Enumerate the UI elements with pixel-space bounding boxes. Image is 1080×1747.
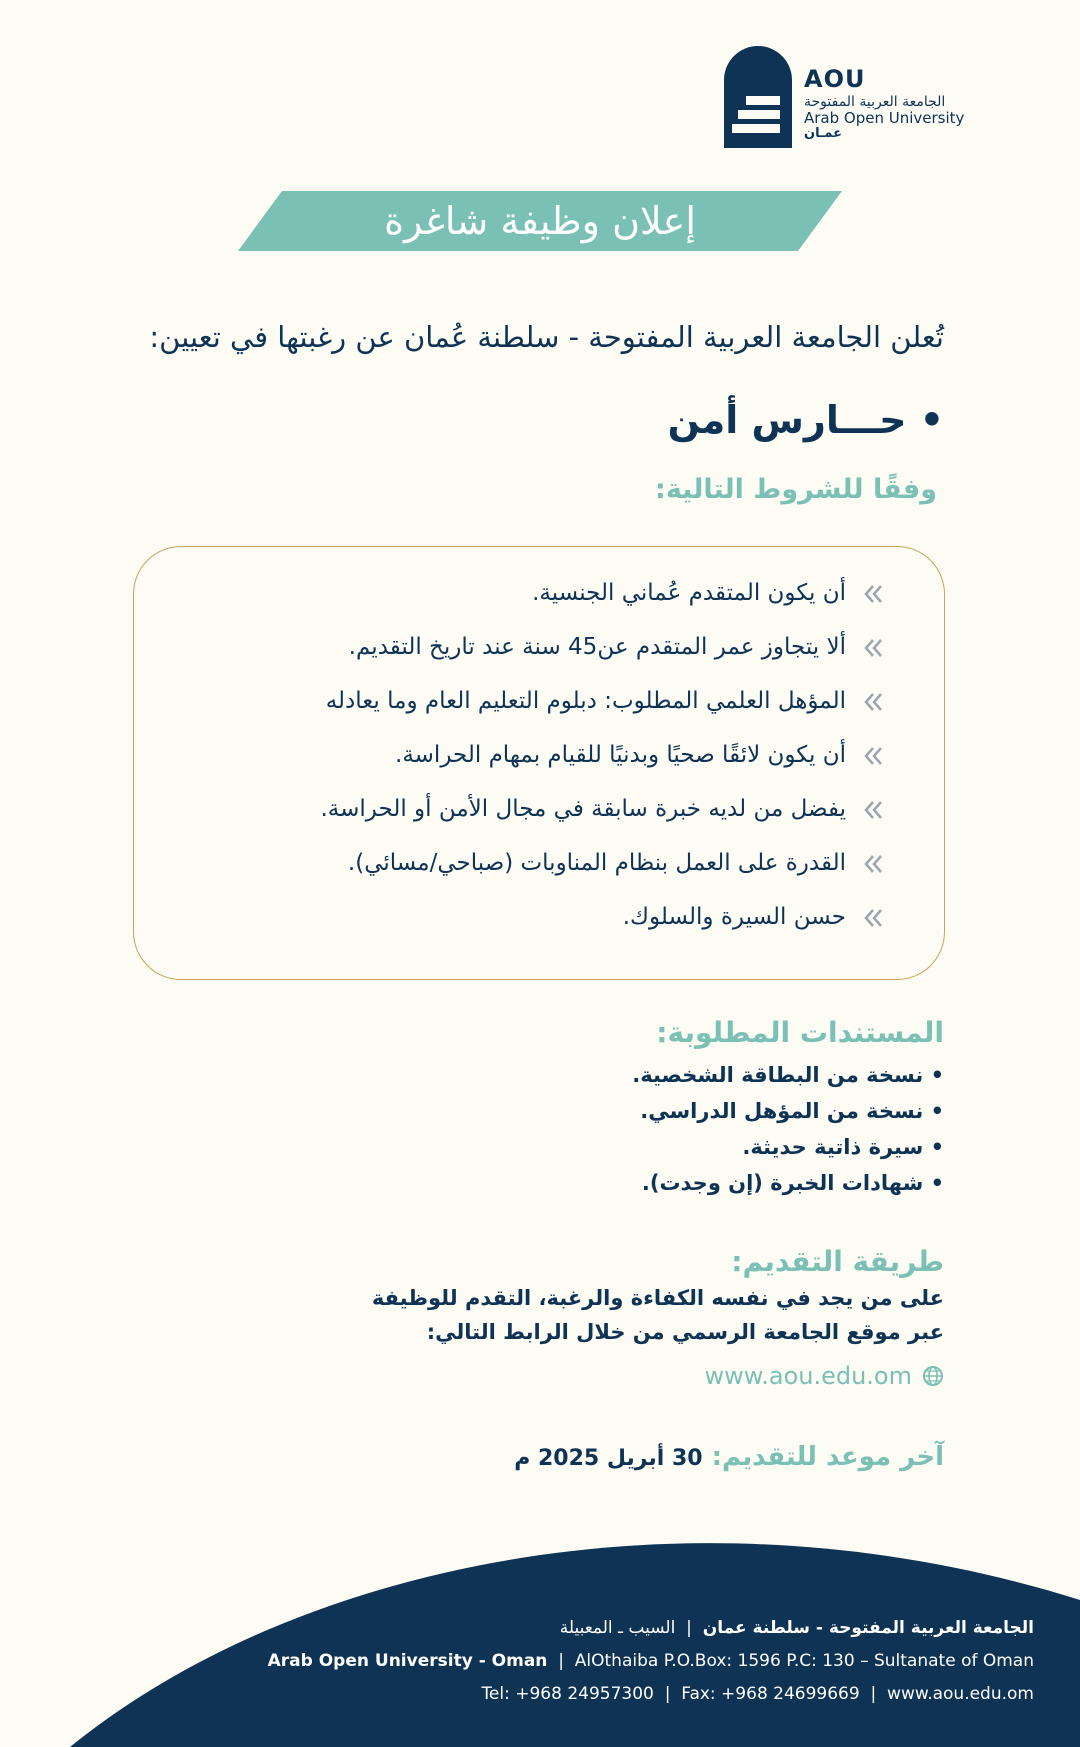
condition-text: يفضل من لديه خبرة سابقة في مجال الأمن أو الحراسة. xyxy=(320,796,846,822)
condition-text: حسن السيرة والسلوك. xyxy=(622,904,846,930)
footer-separator: | xyxy=(686,1618,692,1638)
deadline-label: آخر موعد للتقديم: xyxy=(711,1442,944,1472)
double-chevron-icon xyxy=(860,851,886,877)
footer-contacts xyxy=(481,1684,1034,1704)
footer-address-arabic xyxy=(560,1618,1034,1638)
footer-fax: Fax: +968 24699669 xyxy=(681,1684,860,1704)
condition-item xyxy=(166,575,886,629)
double-chevron-icon xyxy=(860,743,886,769)
footer-tel[interactable]: Tel: +968 24957300 xyxy=(481,1684,654,1704)
condition-item xyxy=(166,845,886,899)
website-link-row xyxy=(444,1362,944,1390)
footer-university-english: Arab Open University - Oman xyxy=(267,1651,548,1671)
logo-abbreviation: AOU xyxy=(804,65,866,93)
globe-icon xyxy=(922,1365,944,1387)
university-logo xyxy=(722,44,982,154)
document-item: • شهادات الخبرة (إن وجدت). xyxy=(641,1171,944,1195)
document-item: • نسخة من المؤهل الدراسي. xyxy=(640,1099,944,1123)
logo-name-english: Arab Open University xyxy=(804,108,965,127)
document-item: • سيرة ذاتية حديثة. xyxy=(742,1135,944,1159)
apply-text-line1: على من يجد في نفسه الكفاءة والرغبة، التقدم للوظيفة xyxy=(371,1286,944,1310)
logo-city: عمـان xyxy=(804,125,843,141)
title-banner xyxy=(238,191,842,251)
conditions-title: وفقًا للشروط التالية: xyxy=(655,474,937,505)
double-chevron-icon xyxy=(860,635,886,661)
footer-university-arabic: الجامعة العربية المفتوحة - سلطنة عمان xyxy=(702,1618,1034,1638)
footer-website[interactable]: www.aou.edu.om xyxy=(887,1684,1034,1704)
condition-item xyxy=(166,737,886,791)
documents-list xyxy=(344,1058,944,1202)
double-chevron-icon xyxy=(860,797,886,823)
deadline xyxy=(244,1442,944,1472)
footer-address-english xyxy=(268,1651,1034,1671)
aou-logo-icon xyxy=(724,46,792,148)
intro-text: تُعلن الجامعة العربية المفتوحة - سلطنة عُمان عن رغبتها في تعيين: xyxy=(149,320,944,354)
condition-text: ألا يتجاوز عمر المتقدم عن45 سنة عند تاريخ التقديم. xyxy=(348,634,846,660)
footer-separator: | xyxy=(664,1684,671,1704)
conditions-box xyxy=(133,546,945,980)
double-chevron-icon xyxy=(860,905,886,931)
footer-location-english: AlOthaiba P.O.Box: 1596 P.C: 130 – Sultanate of Oman xyxy=(574,1651,1034,1671)
condition-item xyxy=(166,683,886,737)
double-chevron-icon xyxy=(860,689,886,715)
condition-item xyxy=(166,791,886,845)
footer-location-arabic: السيب ـ المعبيلة xyxy=(559,1618,676,1638)
footer-separator: | xyxy=(870,1684,877,1704)
deadline-date: 30 أبريل 2025 م xyxy=(514,1446,703,1471)
banner-title: إعلان وظيفة شاغرة xyxy=(384,199,696,243)
condition-text: القدرة على العمل بنظام المناوبات (صباحي/مسائي). xyxy=(347,850,846,876)
condition-item xyxy=(166,899,886,953)
apply-title: طريقة التقديم: xyxy=(731,1245,944,1278)
condition-text: أن يكون المتقدم عُماني الجنسية. xyxy=(532,580,846,606)
condition-item xyxy=(166,629,886,683)
apply-text-line2: عبر موقع الجامعة الرسمي من خلال الرابط التالي: xyxy=(426,1320,944,1344)
logo-name-arabic: الجامعة العربية المفتوحة xyxy=(804,93,946,110)
position-title: • حـــارس أمن xyxy=(667,398,944,442)
double-chevron-icon xyxy=(860,581,886,607)
website-link[interactable]: www.aou.edu.om xyxy=(704,1362,912,1390)
documents-title: المستندات المطلوبة: xyxy=(656,1016,944,1049)
conditions-list xyxy=(166,575,886,953)
condition-text: أن يكون لائقًا صحيًا وبدنيًا للقيام بمهام الحراسة. xyxy=(395,742,846,768)
condition-text: المؤهل العلمي المطلوب: دبلوم التعليم العام وما يعادله xyxy=(325,688,846,714)
footer-separator: | xyxy=(558,1651,564,1671)
footer xyxy=(0,1520,1080,1747)
document-item: • نسخة من البطاقة الشخصية. xyxy=(632,1063,944,1087)
